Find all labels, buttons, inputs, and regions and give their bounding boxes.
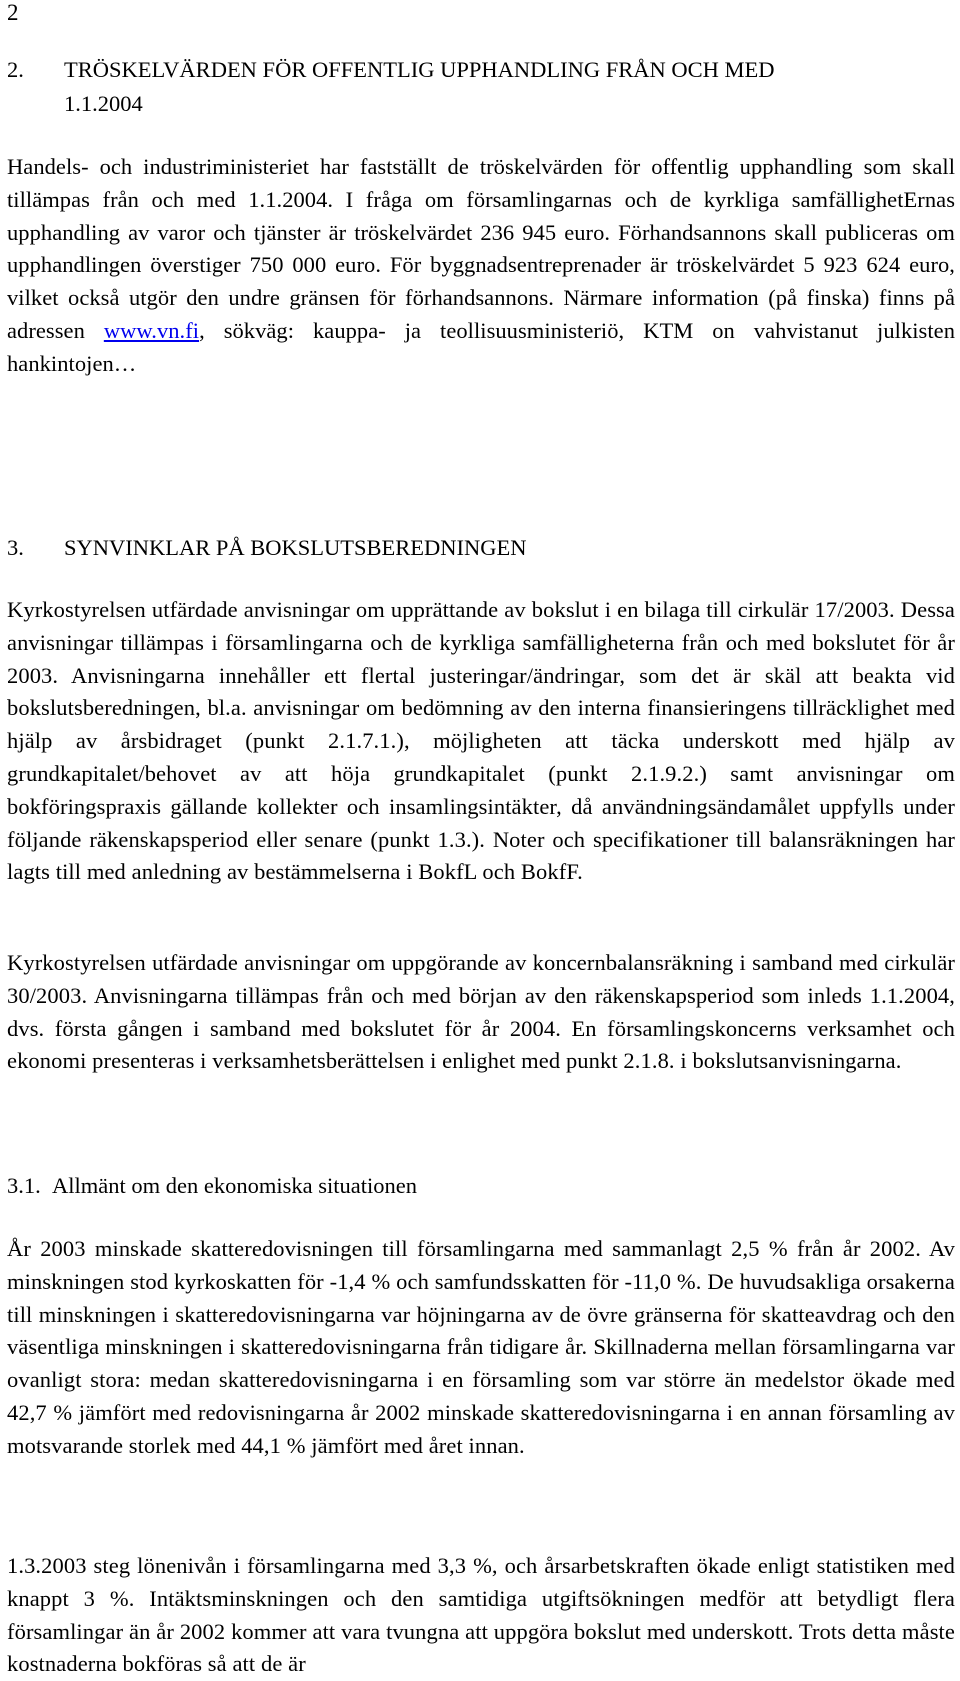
section-3-1-number: 3.1. — [7, 1173, 41, 1198]
section-3-heading — [7, 532, 527, 564]
vn-fi-link[interactable]: www.vn.fi — [103, 317, 200, 343]
section-2-paragraph — [7, 151, 955, 381]
page-number: 2 — [7, 0, 19, 25]
section-3-1-paragraph-2: 1.3.2003 steg lönenivån i församlingarna med 3,3 %, och årsarbetskraften ökade enligt statistiken med knappt 3 %. Intäktsminskningen och den samtidiga utgiftsökningen medför att betydligt flera församlingar än år 2002 kommer att vara tvungna att uppgöra bokslut med underskott. Trots detta måste kostnaderna bokföras så att de är — [7, 1553, 955, 1677]
section-2-number: 2. — [7, 57, 24, 82]
section-2-title-continued: 1.1.2004 — [64, 91, 143, 116]
section-3-1-paragraph-1: År 2003 minskade skatteredovisningen till församlingarna med sammanlagt 2,5 % från år 2002. Av minskningen stod kyrkoskatten för -1,4 % och samfundsskatten för -11,0 %. De huvudsakliga orsakerna till minskningen i skatteredovisningarna var höjningarna av de övre gränserna för skatteavdrag och den väsentliga minskningen i skatteredovisningarna från tidigare år. Skillnaderna mellan församlingarna var ovanligt stora: medan skatteredovisningarna i en församling som var större än medelstor ökade med 42,7 % jämfört med redovisningarna år 2002 minskade skatteredovisningarna i en annan församling av motsvarande storlek med 44,1 % jämfört med året innan. — [7, 1236, 955, 1458]
section-3-title: SYNVINKLAR PÅ BOKSLUTSBEREDNINGEN — [64, 535, 527, 560]
section-3-paragraph-1: Kyrkostyrelsen utfärdade anvisningar om upprättande av bokslut i en bilaga till cirkulär 17/2003. Dessa anvisningar tillämpas i församlingarna och de kyrkliga samfälligheterna från och med bokslutet för år 2003. Anvisningarna innehåller ett flertal justeringar/ändringar, som det är skäl att beakta vid bokslutsberedningen, bl.a. anvisningar om bedömning av den interna finansieringens tillräcklighet med hjälp av årsbidraget (punkt 2.1.7.1.), möjligheten att täcka underskott med hjälp av grundkapitalet/behovet av att höja grundkapitalet (punkt 2.1.9.2.) samt anvisningar om bokföringspraxis gällande kollekter och insamlingsintäkter, då användningsändamålet uppfylls under följande räkenskapsperiod eller senare (punkt 1.3.). Noter och specifikationer till balansräkningen har lagts till med anledning av bestämmelserna i BokfL och BokfF. — [7, 597, 955, 885]
section-2-heading — [7, 54, 774, 86]
section-2-paragraph-text: Handels- och industriministeriet har fastställt de tröskelvärden för offentlig upphandling som skall tillämpas från och med 1.1.2004. I fråga om församlingarnas och de kyrkliga samfällighetErnas upphandling av varor och tjänster är tröskelvärdet 236 945 euro. Förhandsannons skall publiceras om upphandlingen överstiger 750 000 euro. För byggnadsentreprenader är tröskelvärdet 5 923 624 euro, vilket också utgör den undre gränsen för förhandsannons. Närmare information (på finska) finns på adressen — [7, 154, 955, 343]
section-3-1-heading — [7, 1170, 417, 1202]
section-3-1-title: Allmänt om den ekonomiska situationen — [52, 1173, 417, 1198]
section-2-paragraph-text-end: , sökväg: kauppa- ja teollisuusministeriö, KTM on vahvistanut julkisten hankintojen… — [7, 317, 955, 376]
section-3-paragraph-2: Kyrkostyrelsen utfärdade anvisningar om uppgörande av koncernbalansräkning i samband med cirkulär 30/2003. Anvisningarna tillämpas från och med början av den räkenskapsperiod som inleds 1.1.2004, dvs. första gången i samband med bokslutet för år 2004. En församlingskoncerns verksamhet och ekonomi presenteras i verksamhetsberättelsen i enlighet med punkt 2.1.8. i bokslutsanvisningarna. — [7, 950, 955, 1074]
section-2-title: TRÖSKELVÄRDEN FÖR OFFENTLIG UPPHANDLING FRÅN OCH MED — [64, 57, 775, 82]
section-3-number: 3. — [7, 535, 24, 560]
